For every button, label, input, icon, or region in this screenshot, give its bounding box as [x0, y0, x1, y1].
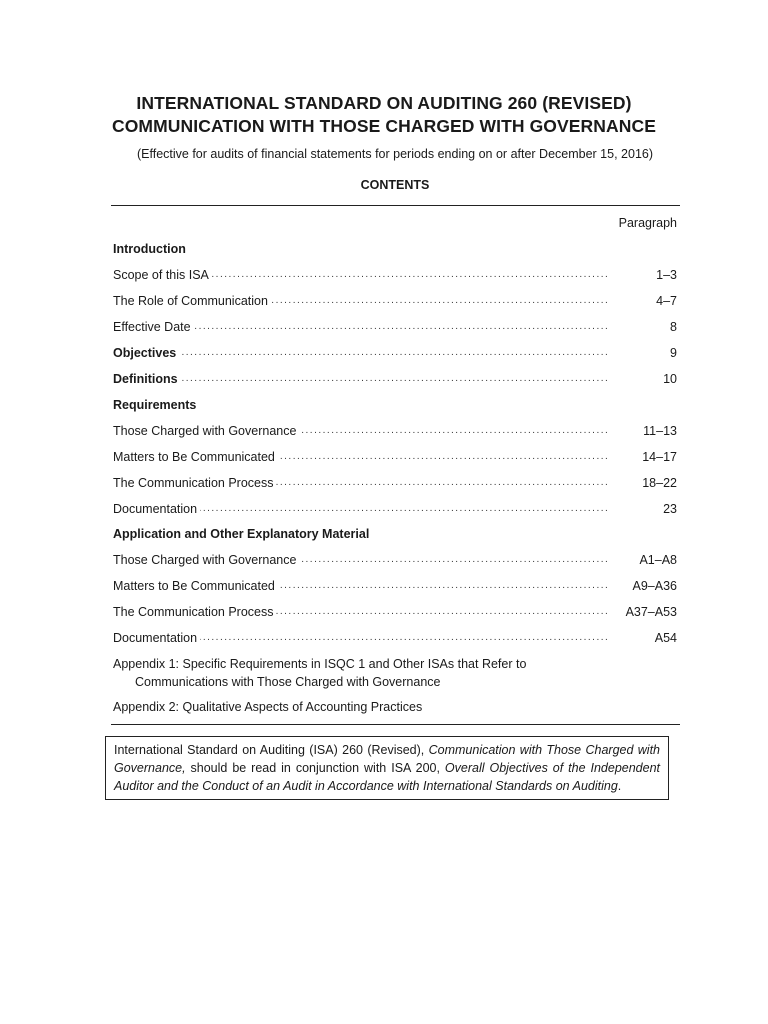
notice-text-1: International Standard on Auditing (ISA) 260 (Revised), — [114, 743, 429, 757]
toc-entry[interactable] — [113, 422, 677, 440]
dot-leader — [113, 344, 610, 362]
effective-date-note: (Effective for audits of financial statements for periods ending on or after December 15, 2016) — [136, 147, 654, 161]
paragraph-column-heading: Paragraph — [618, 216, 677, 230]
toc-entry-label: Those Charged with Governance — [113, 422, 299, 440]
toc-appendix-2[interactable]: Appendix 2: Qualitative Aspects of Accounting Practices — [113, 700, 423, 714]
toc-entry-paragraph: 1–3 — [656, 268, 677, 282]
toc-entry-label: Documentation — [113, 629, 200, 647]
section-heading-requirements: Requirements — [113, 398, 197, 412]
notice-italic-title-2: Overall Objectives of the Independent Auditor and the Conduct of an Audit in Accordance with International Standards on Auditing — [114, 761, 661, 793]
toc-entry-paragraph: A54 — [654, 631, 677, 645]
appendix-1-line-1: Appendix 1: Specific Requirements in ISQC 1 and Other ISAs that Refer to — [113, 657, 527, 671]
notice-text-2: should be read in conjunction with ISA 200, — [185, 761, 445, 775]
section-heading-application: Application and Other Explanatory Material — [113, 527, 370, 541]
toc-entry-paragraph: 9 — [670, 346, 677, 360]
bottom-rule — [111, 724, 680, 725]
toc-entry[interactable] — [113, 551, 677, 569]
toc-entry-definitions[interactable] — [113, 370, 677, 388]
toc-entry[interactable] — [113, 266, 677, 284]
toc-entry-label: Objectives — [113, 344, 179, 362]
toc-entry-label: The Role of Communication — [113, 292, 271, 310]
toc-entry-paragraph: 18–22 — [642, 476, 677, 490]
toc-entry-label: The Communication Process — [113, 603, 276, 621]
document-title-line-1: INTERNATIONAL STANDARD ON AUDITING 260 (REVISED) — [136, 93, 632, 113]
toc-entry[interactable] — [113, 474, 677, 492]
toc-entry-paragraph: A9–A36 — [632, 579, 677, 593]
toc-entry[interactable] — [113, 318, 677, 336]
toc-entry-paragraph: A37–A53 — [625, 605, 677, 619]
conjunction-notice-box — [105, 736, 669, 800]
toc-entry-label: Documentation — [113, 500, 200, 518]
toc-entry-paragraph: 14–17 — [642, 450, 677, 464]
dot-leader — [113, 370, 610, 388]
toc-entry-label: Scope of this ISA — [113, 266, 212, 284]
toc-entry-objectives[interactable] — [113, 344, 677, 362]
toc-entry[interactable] — [113, 577, 677, 595]
toc-entry[interactable] — [113, 500, 677, 518]
toc-entry-label: Definitions — [113, 370, 181, 388]
toc-entry-label: Matters to Be Communicated — [113, 448, 278, 466]
toc-entry-label: Effective Date — [113, 318, 194, 336]
toc-entry-label: Matters to Be Communicated — [113, 577, 278, 595]
toc-entry-paragraph: 11–13 — [643, 424, 677, 438]
toc-entry[interactable] — [113, 292, 677, 310]
notice-text-3: . — [617, 779, 622, 793]
appendix-1-line-2: Communications with Those Charged with Governance — [135, 675, 441, 689]
toc-entry-label: The Communication Process — [113, 474, 276, 492]
document-title-line-2: COMMUNICATION WITH THOSE CHARGED WITH GOVERNANCE — [111, 116, 657, 136]
toc-entry[interactable] — [113, 603, 677, 621]
top-rule — [111, 205, 680, 206]
toc-entry-paragraph: 4–7 — [656, 294, 677, 308]
toc-entry[interactable] — [113, 629, 677, 647]
toc-entry[interactable] — [113, 448, 677, 466]
section-heading-introduction: Introduction — [113, 242, 186, 256]
toc-appendix-1[interactable] — [113, 655, 673, 691]
toc-entry-paragraph: 10 — [663, 372, 677, 386]
notice-italic-title-1: Communication with Those Charged with Governance, — [114, 743, 660, 775]
toc-entry-paragraph: 8 — [670, 320, 677, 334]
toc-entry-label: Those Charged with Governance — [113, 551, 299, 569]
toc-entry-paragraph: A1–A8 — [639, 553, 677, 567]
contents-heading: CONTENTS — [360, 178, 430, 192]
toc-entry-paragraph: 23 — [663, 502, 677, 516]
